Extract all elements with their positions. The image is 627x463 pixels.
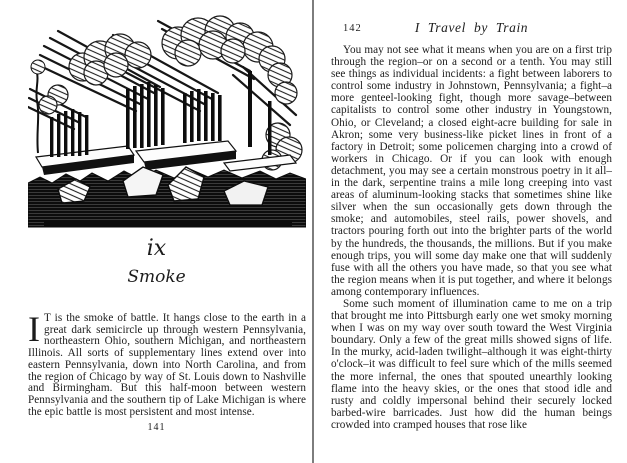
chapter-number: ix: [146, 236, 167, 261]
body-paragraph-1: You may not see what it means when you are on a first trip through the region–or on a second or a tenth. You may still see things as individual incidents: a fight between laborers to control some industry in Johnstown, Pennsylvania; a fight–a more genteel-looking fight, though more savage–between capitalists to control some other industry in Youngstown, Ohio, or Cleveland; a closed eight-acre building for sale in Akron; some very business-like picket lines in front of a factory in Detroit; some policemen charging into a crowd of workers in Chicago. Or if you can look with enough detachment, you may see a certain monstrous poetry in it all–in the dark, serpentine trains a mile long creeping into vast areas of aluminum-looking stacks that sometimes shine like silver when the sun occasionally gets down through the smoke; and automobiles, steel rails, power shovels, and tractors pouring forth out into the brighter parts of the world by the hundreds, the thousands, the millions. But if you make enough trips, you will some day make one that will suddenly fuse with all the others you have made, so that you see what the region means when it is put together, and where it belongs among contemporary influences.: [331, 44, 612, 298]
factory-smoke-woodcut-illustration: [28, 5, 306, 229]
right-page-body: [331, 44, 612, 448]
running-header: [331, 20, 612, 38]
running-head-title: I Travel by Train: [414, 20, 529, 35]
left-page: [0, 0, 313, 463]
chapter-title: Smoke: [127, 267, 186, 287]
drop-cap: I: [28, 313, 41, 349]
body-paragraph-2: Some such moment of illumination came to me on a trip that brought me into Pittsburgh early one wet smoky morning when I was on my way over south toward the West Virginia boundary. Only a few of the great mills showed signs of life. In the murky, acid-laden twilight–although it was eight-thirty o'clock–it was difficult to feel sure which of the mills seemed the more infernal, the ones that spouted unearthly looking flame into the heavy skies, or the ones that stood idle and rusty and coldly impersonal behind their securely locked barbed-wire barricades. Just how did the human beings crowded into cramped houses that rose like: [331, 297, 612, 431]
chapter-opening-text: T is the smoke of battle. It hangs close to the earth in a great dark semicircle up through western Pennsylvania, northeastern Ohio, southern Michigan, and northeastern Illinois. All sorts of supplementary lines extend over into eastern Pennsylvania, down into North Carolina, and from the region of Chicago by way of St. Louis down to Nashville and Birmingham. But this half-moon between western Pennsylvania and the southern tip of Lake Michigan is where the epic battle is most persistent and most intense.: [28, 313, 306, 418]
right-page-number: 142: [343, 23, 362, 34]
right-page: [314, 0, 627, 463]
left-page-number: 141: [147, 422, 166, 433]
chapter-opening-paragraph: [28, 313, 306, 425]
